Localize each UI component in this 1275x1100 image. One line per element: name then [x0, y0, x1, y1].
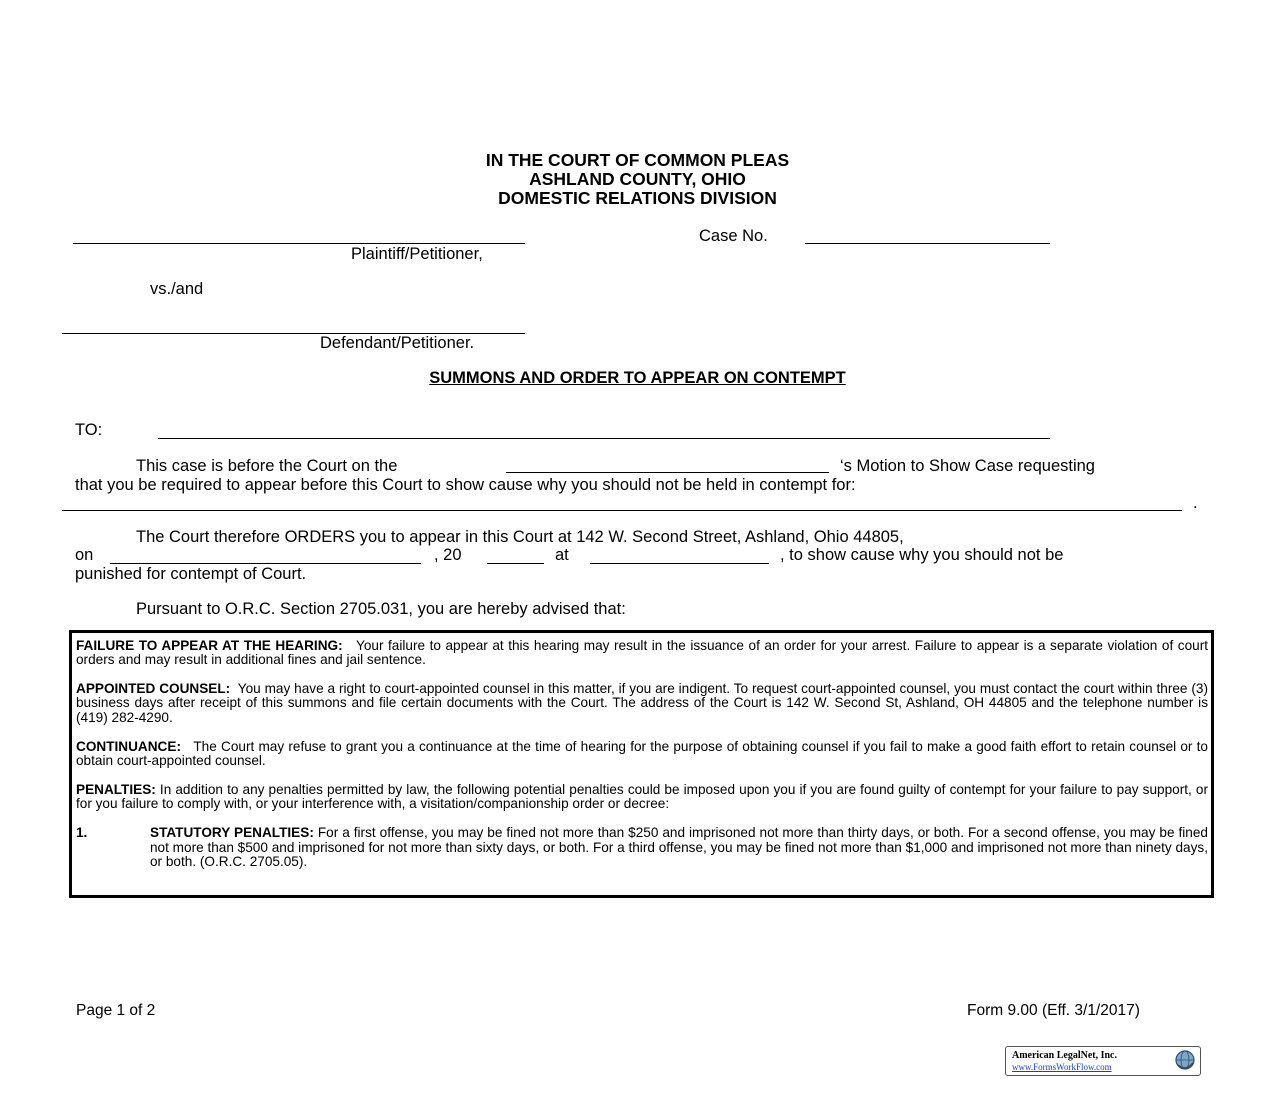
division-name: DOMESTIC RELATIONS DIVISION [498, 188, 777, 208]
at-label: at [555, 546, 569, 564]
para1-after-blank: ‘s Motion to Show Case requesting [840, 457, 1095, 475]
item1-text: For a first offense, you may be fined not more than $250 and imprisoned not more than thirty days, or both. For a second offense, you may be fined not more than $500 and imprisoned for not more than sixty days, or both. For a third offense, you may be fined not more than $1,000 and imprisoned not more than ninety days, or both. (O.R.C. 2705.05). [150, 825, 1208, 869]
hearing-year-line[interactable] [487, 563, 544, 564]
comma-20: , 20 [434, 546, 462, 564]
court-name: IN THE COURT OF COMMON PLEAS [485, 150, 790, 170]
para2-line1: The Court therefore ORDERS you to appear in this Court at 142 W. Second Street, Ashland, Ohio 44805, [136, 528, 904, 546]
para1-start: This case is before the Court on the [136, 457, 398, 475]
defendant-label: Defendant/Petitioner. [320, 334, 475, 352]
counsel-heading: APPOINTED COUNSEL: [76, 680, 231, 696]
penalties-heading: PENALTIES: [76, 781, 156, 797]
hearing-date-line[interactable] [110, 563, 421, 564]
plaintiff-label: Plaintiff/Petitioner, [351, 245, 483, 263]
para2-line3: punished for contempt of Court. [75, 565, 307, 583]
item1-heading: STATUTORY PENALTIES: [150, 825, 314, 841]
logo-url[interactable]: www.FormsWorkFlow.com [1012, 1062, 1112, 1072]
case-no-label: Case No. [699, 227, 768, 245]
para1-end-period: . [1193, 494, 1198, 512]
page-number: Page 1 of 2 [76, 1002, 156, 1019]
american-legalnet-logo[interactable] [1005, 1046, 1201, 1076]
para1-line2: that you be required to appear before this Court to show cause why you should not be held in contempt for: [75, 476, 856, 494]
failure-text: Your failure to appear at this hearing may result in the issuance of an order for your arrest. Failure to appear is a separate violation of court orders and may result in additional fines and jail sentence. [76, 638, 1208, 668]
to-name-line[interactable] [158, 438, 1050, 439]
plaintiff-name-line[interactable] [73, 243, 525, 244]
penalties-text: In addition to any penalties permitted by law, the following potential penalties could be imposed upon you if you are found guilty of contempt for your failure to pay support, or for you failure to comply with, or your interference with, a visitation/companionship order or decree: [76, 781, 1208, 812]
appointed-counsel-notice [76, 682, 1208, 725]
continuance-text: The Court may refuse to grant you a continuance at the time of hearing for the purpose of obtaining counsel if you fail to make a good faith effort to retain counsel or to obtain court-appointed counsel. [76, 738, 1208, 768]
county-name: ASHLAND COUNTY, OHIO [529, 169, 746, 189]
continuance-heading: CONTINUANCE: [76, 738, 181, 754]
para2-tail: , to show cause why you should not be [780, 546, 1064, 564]
failure-to-appear-notice [76, 639, 1208, 668]
penalties-notice [76, 783, 1208, 812]
form-number: Form 9.00 (Eff. 3/1/2017) [967, 1002, 1140, 1019]
contempt-reason-line[interactable] [62, 510, 1182, 511]
to-label: TO: [75, 421, 103, 439]
case-no-line[interactable] [805, 243, 1050, 244]
item1-body [150, 826, 1208, 869]
document-title: SUMMONS AND ORDER TO APPEAR ON CONTEMPT [429, 369, 846, 387]
item1-number: 1. [76, 825, 88, 841]
notice-box [69, 630, 1214, 898]
hearing-time-line[interactable] [590, 563, 769, 564]
continuance-notice [76, 740, 1208, 769]
globe-icon [1174, 1049, 1196, 1071]
para3: Pursuant to O.R.C. Section 2705.031, you are hereby advised that: [136, 600, 626, 618]
failure-heading: FAILURE TO APPEAR AT THE HEARING: [76, 638, 343, 653]
counsel-text: You may have a right to court-appointed counsel in this matter, if you are indigent. To request court-appointed counsel, you must contact the court within three (3) business days after receipt of this summons and file certain documents with the Court. The address of the Court is 142 W. Second St, Ashland, OH 44805 and the telephone number is (419) 282-4290. [76, 680, 1208, 725]
movant-name-line[interactable] [506, 472, 829, 473]
on-label: on [75, 546, 94, 564]
vs-label: vs./and [150, 280, 204, 298]
logo-company-name: American LegalNet, Inc. [1012, 1050, 1117, 1061]
statutory-penalties-item [76, 826, 1208, 869]
